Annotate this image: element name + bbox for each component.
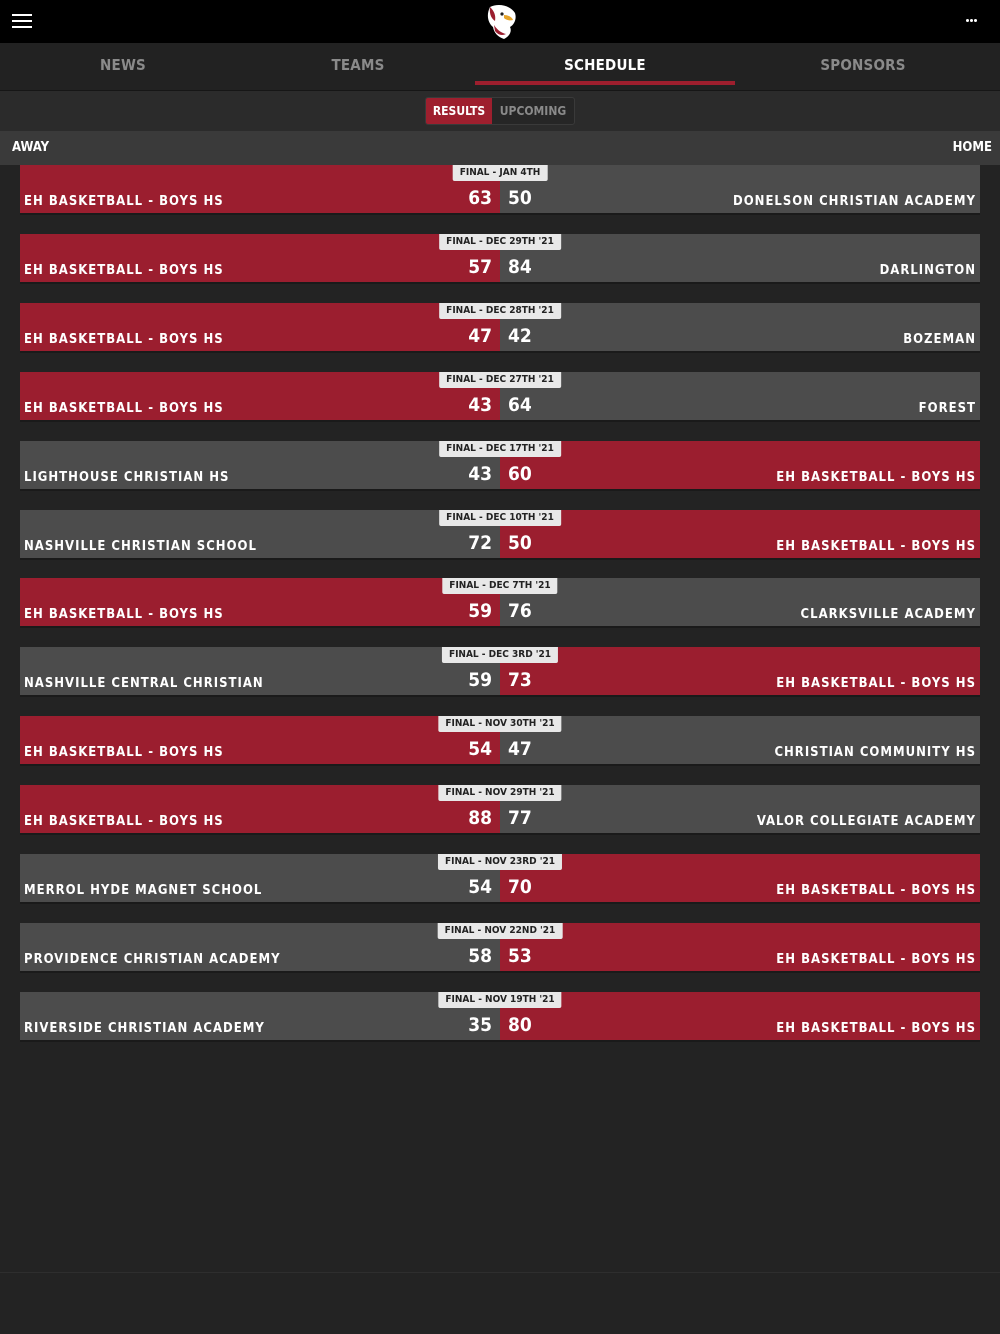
- row-divider: [20, 971, 980, 973]
- away-score: 43: [468, 463, 492, 485]
- game-status-badge: FINAL - DEC 29TH '21: [439, 234, 561, 250]
- game-row[interactable]: [20, 647, 980, 695]
- away-team-name: EH BASKETBALL - BOYS HS: [24, 194, 224, 209]
- row-divider: [20, 1040, 980, 1042]
- eagle-logo[interactable]: [484, 3, 518, 40]
- game-status-badge: FINAL - DEC 17TH '21: [439, 441, 561, 457]
- home-team-name: EH BASKETBALL - BOYS HS: [776, 1021, 976, 1036]
- home-score: 80: [508, 1014, 532, 1036]
- home-score: 50: [508, 187, 532, 209]
- upcoming-button[interactable]: UPCOMING: [499, 104, 567, 118]
- game-row[interactable]: [20, 441, 980, 489]
- home-score: 73: [508, 669, 532, 691]
- home-score: 84: [508, 256, 532, 278]
- row-divider: [20, 764, 980, 766]
- game-status-badge: FINAL - DEC 27TH '21: [439, 372, 561, 388]
- row-divider: [20, 420, 980, 422]
- away-score: 54: [468, 738, 492, 760]
- row-divider: [20, 833, 980, 835]
- game-row[interactable]: [20, 854, 980, 902]
- away-score: 57: [468, 256, 492, 278]
- away-team-name: EH BASKETBALL - BOYS HS: [24, 607, 224, 622]
- away-team-name: NASHVILLE CENTRAL CHRISTIAN: [24, 676, 264, 691]
- game-row[interactable]: [20, 234, 980, 282]
- away-team-name: NASHVILLE CHRISTIAN SCHOOL: [24, 539, 257, 554]
- row-divider: [20, 282, 980, 284]
- game-row[interactable]: [20, 510, 980, 558]
- game-status-badge: FINAL - DEC 7TH '21: [442, 578, 557, 594]
- results-button[interactable]: RESULTS: [426, 98, 492, 124]
- away-score: 72: [468, 532, 492, 554]
- home-team-name: DARLINGTON: [879, 263, 976, 278]
- home-score: 47: [508, 738, 532, 760]
- away-score: 63: [468, 187, 492, 209]
- home-panel: [500, 372, 980, 420]
- game-row[interactable]: [20, 992, 980, 1040]
- away-score: 58: [468, 945, 492, 967]
- away-score: 47: [468, 325, 492, 347]
- game-status-badge: FINAL - DEC 28TH '21: [439, 303, 561, 319]
- away-team-name: EH BASKETBALL - BOYS HS: [24, 332, 224, 347]
- away-team-name: EH BASKETBALL - BOYS HS: [24, 745, 224, 760]
- column-header: [0, 131, 1000, 165]
- home-team-name: EH BASKETBALL - BOYS HS: [776, 883, 976, 898]
- home-score: 76: [508, 600, 532, 622]
- row-divider: [20, 351, 980, 353]
- home-score: 60: [508, 463, 532, 485]
- game-row[interactable]: [20, 785, 980, 833]
- home-team-name: CHRISTIAN COMMUNITY HS: [774, 745, 976, 760]
- away-team-name: RIVERSIDE CHRISTIAN ACADEMY: [24, 1021, 265, 1036]
- home-score: 77: [508, 807, 532, 829]
- home-score: 42: [508, 325, 532, 347]
- results-upcoming-toggle: [425, 97, 575, 125]
- home-team-name: EH BASKETBALL - BOYS HS: [776, 470, 976, 485]
- game-status-badge: FINAL - NOV 29TH '21: [438, 785, 561, 801]
- game-status-badge: FINAL - JAN 4TH: [453, 165, 548, 181]
- home-score: 53: [508, 945, 532, 967]
- game-status-badge: FINAL - NOV 30TH '21: [438, 716, 561, 732]
- home-column-label: HOME: [952, 140, 992, 155]
- home-team-name: DONELSON CHRISTIAN ACADEMY: [733, 194, 976, 209]
- away-score: 88: [468, 807, 492, 829]
- game-status-badge: FINAL - NOV 19TH '21: [438, 992, 561, 1008]
- home-team-name: EH BASKETBALL - BOYS HS: [776, 676, 976, 691]
- away-team-name: PROVIDENCE CHRISTIAN ACADEMY: [24, 952, 281, 967]
- away-team-name: EH BASKETBALL - BOYS HS: [24, 401, 224, 416]
- away-score: 54: [468, 876, 492, 898]
- away-team-name: LIGHTHOUSE CHRISTIAN HS: [24, 470, 230, 485]
- tab-schedule[interactable]: SCHEDULE: [475, 43, 735, 91]
- row-divider: [20, 626, 980, 628]
- away-score: 35: [468, 1014, 492, 1036]
- home-team-name: VALOR COLLEGIATE ACADEMY: [756, 814, 976, 829]
- main-tabs: [0, 43, 1000, 91]
- game-row[interactable]: [20, 303, 980, 351]
- home-team-name: EH BASKETBALL - BOYS HS: [776, 539, 976, 554]
- game-status-badge: FINAL - NOV 22ND '21: [438, 923, 563, 939]
- away-team-name: EH BASKETBALL - BOYS HS: [24, 814, 224, 829]
- tab-news[interactable]: NEWS: [100, 56, 146, 74]
- away-score: 59: [468, 669, 492, 691]
- game-row[interactable]: [20, 372, 980, 420]
- bottom-divider: [0, 1272, 1000, 1273]
- game-row[interactable]: [20, 923, 980, 971]
- game-row[interactable]: [20, 578, 980, 626]
- game-row[interactable]: [20, 716, 980, 764]
- home-team-name: FOREST: [918, 401, 976, 416]
- results-upcoming-bar: [0, 91, 1000, 131]
- tab-sponsors[interactable]: SPONSORS: [820, 56, 906, 74]
- game-status-badge: FINAL - DEC 10TH '21: [439, 510, 561, 526]
- home-score: 70: [508, 876, 532, 898]
- home-score: 64: [508, 394, 532, 416]
- game-status-badge: FINAL - DEC 3RD '21: [442, 647, 558, 663]
- away-score: 59: [468, 600, 492, 622]
- tab-teams[interactable]: TEAMS: [331, 56, 385, 74]
- row-divider: [20, 902, 980, 904]
- top-app-bar: [0, 0, 1000, 43]
- home-score: 50: [508, 532, 532, 554]
- more-options-icon[interactable]: [966, 19, 978, 23]
- row-divider: [20, 695, 980, 697]
- away-team-name: MERROL HYDE MAGNET SCHOOL: [24, 883, 263, 898]
- row-divider: [20, 558, 980, 560]
- home-team-name: EH BASKETBALL - BOYS HS: [776, 952, 976, 967]
- away-column-label: AWAY: [12, 140, 50, 155]
- hamburger-menu-icon[interactable]: [12, 13, 32, 29]
- away-score: 43: [468, 394, 492, 416]
- row-divider: [20, 213, 980, 215]
- row-divider: [20, 489, 980, 491]
- game-status-badge: FINAL - NOV 23RD '21: [438, 854, 562, 870]
- home-team-name: CLARKSVILLE ACADEMY: [800, 607, 976, 622]
- game-row[interactable]: [20, 165, 980, 213]
- away-team-name: EH BASKETBALL - BOYS HS: [24, 263, 224, 278]
- home-team-name: BOZEMAN: [903, 332, 976, 347]
